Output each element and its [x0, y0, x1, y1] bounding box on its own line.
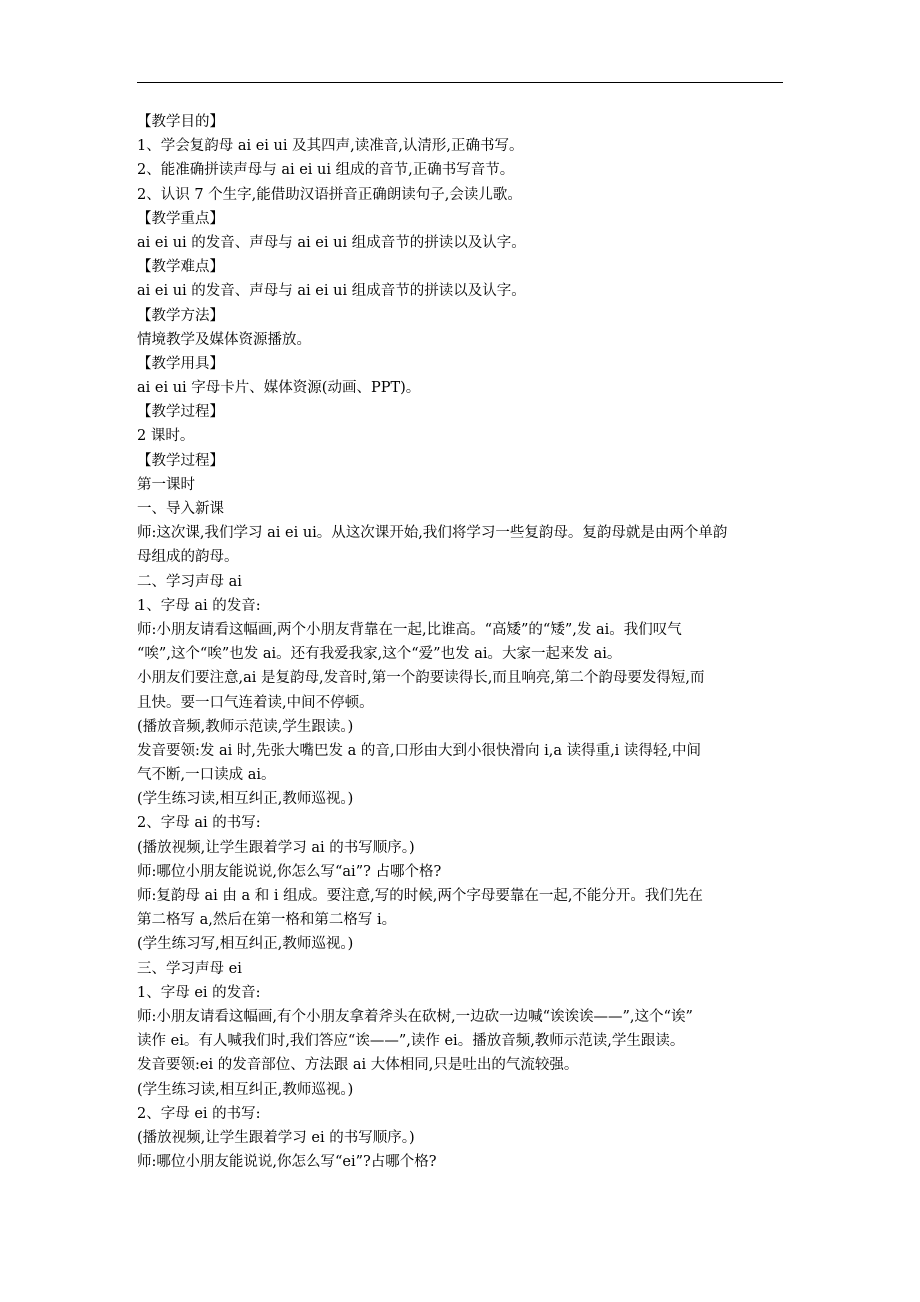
text-line: 2、能准确拼读声母与 ai ei ui 组成的音节,正确书写音节。	[137, 162, 515, 179]
text-line: 二、学习声母 ai	[137, 573, 242, 590]
text-line: 一、导入新课	[137, 501, 224, 517]
text-line: (学生练习写,相互纠正,教师巡视。)	[137, 936, 354, 953]
text-line: 师:小朋友请看这幅画,有个小朋友拿着斧头在砍树,一边砍一边喊“诶诶诶——”,这个“诶”	[137, 1008, 693, 1025]
text-line: 【教学方法】	[137, 307, 224, 324]
text-line: 2 课时。	[137, 428, 195, 445]
text-line: ai ei ui 的发音、声母与 ai ei ui 组成音节的拼读以及认字。	[137, 283, 526, 300]
text-line: 【教学难点】	[137, 259, 224, 276]
text-line: 小朋友们要注意,ai 是复韵母,发音时,第一个韵要读得长,而且响亮,第二个韵母要发得短,而	[137, 670, 705, 687]
text-line: 第一课时	[137, 476, 195, 493]
text-line: 情境教学及媒体资源播放。	[137, 331, 311, 348]
text-line: 1、字母 ai 的发音:	[137, 597, 261, 614]
text-line: 1、字母 ei 的发音:	[137, 984, 261, 1001]
document-body	[137, 110, 797, 1174]
text-line: 气不断,一口读成 ai。	[137, 767, 276, 784]
text-line: 师:哪位小朋友能说说,你怎么写“ai”? 占哪个格?	[137, 863, 442, 880]
text-line: 三、学习声母 ei	[137, 960, 242, 977]
text-line: 师:这次课,我们学习 ai ei ui。从这次课开始,我们将学习一些复韵母。复韵母就是由两个单韵	[137, 525, 728, 542]
text-line: 2、字母 ei 的书写:	[137, 1105, 261, 1122]
text-line: (播放视频,让学生跟着学习 ei 的书写顺序。)	[137, 1129, 415, 1146]
text-line: 师:小朋友请看这幅画,两个小朋友背靠在一起,比谁高。“高矮”的“矮”,发 ai。我们叹气	[137, 621, 682, 638]
text-line: (学生练习读,相互纠正,教师巡视。)	[137, 1081, 354, 1098]
text-line: 读作 ei。有人喊我们时,我们答应“诶——”,读作 ei。播放音频,教师示范读,学生跟读。	[137, 1033, 685, 1050]
text-line: 且快。要一口气连着读,中间不停顿。	[137, 694, 374, 711]
text-line: 师:复韵母 ai 由 a 和 i 组成。要注意,写的时候,两个字母要靠在一起,不能分开。我们先在	[137, 888, 703, 904]
text-line: 2、认识 7 个生字,能借助汉语拼音正确朗读句子,会读儿歌。	[137, 186, 522, 203]
text-line: 【教学目的】	[137, 114, 224, 130]
text-line: 母组成的韵母。	[137, 549, 239, 566]
text-line: 师:哪位小朋友能说说,你怎么写“ei”?占哪个格?	[137, 1154, 437, 1171]
text-line: ai ei ui 字母卡片、媒体资源(动画、PPT)。	[137, 380, 421, 397]
text-line: 发音要领:ei 的发音部位、方法跟 ai 大体相同,只是吐出的气流较强。	[137, 1057, 579, 1074]
header-rule	[137, 82, 783, 83]
text-line: 【教学过程】	[137, 404, 224, 421]
text-line: 【教学过程】	[137, 452, 224, 469]
text-line: 2、字母 ai 的书写:	[137, 815, 261, 832]
text-line: 第二格写 a,然后在第一格和第二格写 i。	[137, 912, 397, 929]
text-line: (播放视频,让学生跟着学习 ai 的书写顺序。)	[137, 839, 415, 856]
text-line: 【教学用具】	[137, 355, 224, 372]
text-line: “唉”,这个“唉”也发 ai。还有我爱我家,这个“爱”也发 ai。大家一起来发 ai。	[137, 646, 622, 663]
text-line: 【教学重点】	[137, 210, 224, 227]
text-line: ai ei ui 的发音、声母与 ai ei ui 组成音节的拼读以及认字。	[137, 234, 526, 251]
text-line: (播放音频,教师示范读,学生跟读。)	[137, 718, 354, 735]
text-line: 1、学会复韵母 ai ei ui 及其四声,读准音,认清形,正确书写。	[137, 138, 524, 155]
text-line: 发音要领:发 ai 时,先张大嘴巴发 a 的音,口形由大到小很快滑向 i,a 读得重,i 读得轻,中间	[137, 742, 702, 759]
text-line: (学生练习读,相互纠正,教师巡视。)	[137, 791, 354, 808]
